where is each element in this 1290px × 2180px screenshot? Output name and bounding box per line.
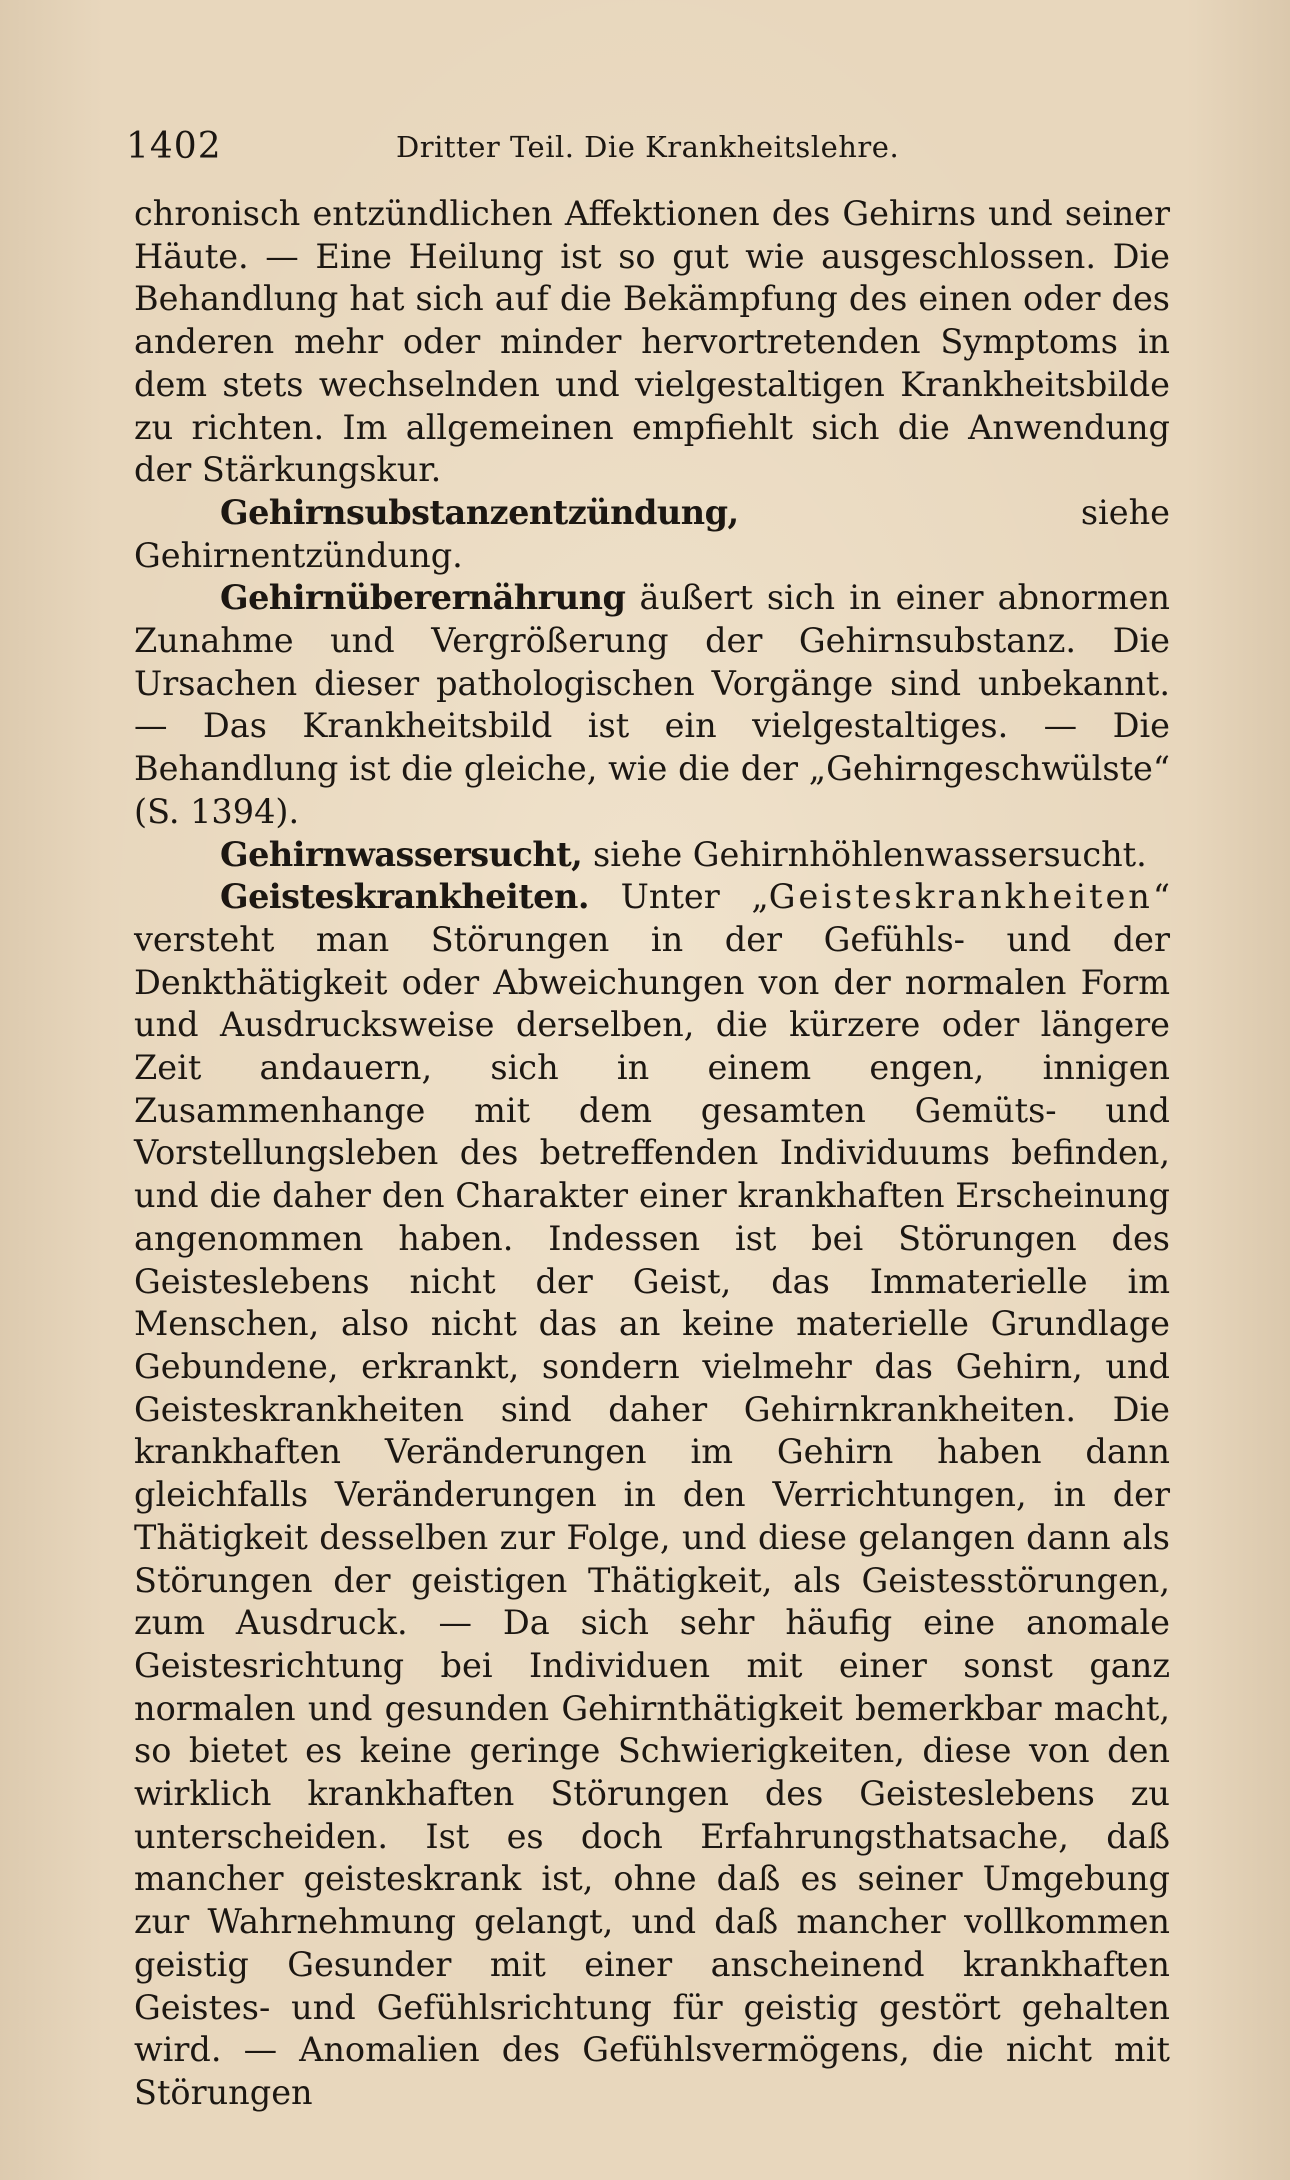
entry-geisteskrankheiten [134, 876, 1170, 2114]
entry-headword: Geisteskrankheiten. [220, 877, 589, 917]
entry-text: siehe Gehirnentzündung. [134, 492, 1170, 575]
entry-headword: Gehirnüberernährung [220, 578, 626, 618]
entry-text-lead: Unter „ [589, 877, 769, 917]
entry-text: “ versteht man Störungen in der Gefühls- und der Denkthätigkeit oder Abweichungen von der normalen Form und Ausdrucksweise derselben, die kürzere oder längere Zeit andauern, sich in einem engen, innigen Zusammenhange mit dem gesamten Gemüts- und Vorstellungsleben des betreffenden Individuums befinden, und die daher den Charakter einer krankhaften Erscheinung angenommen haben. Indessen ist bei Störungen des Geisteslebens nicht der Geist, das Immaterielle im Menschen, also nicht das an keine materielle Grundlage Gebundene, erkrankt, sondern vielmehr das Gehirn, und Geisteskrankheiten sind daher Gehirnkrankheiten. Die krankhaften Veränderungen im Gehirn haben dann gleichfalls Veränderungen in den Verrichtungen, in der Thätigkeit desselben zur Folge, und diese gelangen dann als Störungen der geistigen Thätigkeit, als Geistesstörungen, zum Ausdruck. — Da sich sehr häufig eine anomale Geistesrichtung bei Individuen mit einer sonst ganz normalen und gesunden Gehirnthätigkeit bemerkbar macht, so bietet es keine geringe Schwierigkeiten, diese von den wirklich krankhaften Störungen des Geisteslebens zu unterscheiden. Ist es doch Erfahrungsthatsache, daß mancher geisteskrank ist, ohne daß es seiner Umgebung zur Wahrnehmung gelangt, und daß mancher vollkommen geistig Gesunder mit einer anscheinend krankhaften Geistes- und Gefühlsrichtung für geistig gestört gehalten wird. — Anomalien des Gefühlsvermögens, die nicht mit Störungen [134, 877, 1170, 2112]
page-number: 1402 [126, 126, 222, 167]
entry-text: siehe Gehirnhöhlenwassersucht. [582, 834, 1147, 874]
entry-gehirnueberernaehrung [134, 577, 1170, 833]
text-column [134, 193, 1170, 2115]
entry-gehirnwassersucht [134, 834, 1170, 877]
entry-gehirnsubstanzentzuendung [134, 492, 1170, 577]
continuation-paragraph: chronisch entzündlichen Affektionen des Gehirns und seiner Häute. — Eine Heilung ist so gut wie ausgeschlossen. Die Behandlung hat sich auf die Bekämpfung des einen oder des anderen mehr oder minder hervortretenden Symptoms in dem stets wechselnden und vielgestaltigen Krankheitsbilde zu richten. Im allgemeinen empfiehlt sich die Anwendung der Stärkungskur. [134, 194, 1170, 490]
entry-text: äußert sich in einer abnormen Zunahme und Vergrößerung der Gehirnsubstanz. Die Ursachen dieser pathologischen Vorgänge sind unbekannt. — Das Krankheitsbild ist ein vielgestaltiges. — Die Behandlung ist die gleiche, wie die der „Gehirngeschwülste“ (S. 1394). [134, 578, 1170, 831]
page-header [126, 122, 1166, 172]
entry-headword: Gehirnwassersucht, [220, 834, 583, 874]
entry-headword: Gehirnsubstanzentzündung, [220, 492, 739, 532]
running-head: Dritter Teil. Die Krankheitslehre. [396, 130, 900, 164]
spaced-term: Geisteskrankheiten [768, 877, 1153, 917]
